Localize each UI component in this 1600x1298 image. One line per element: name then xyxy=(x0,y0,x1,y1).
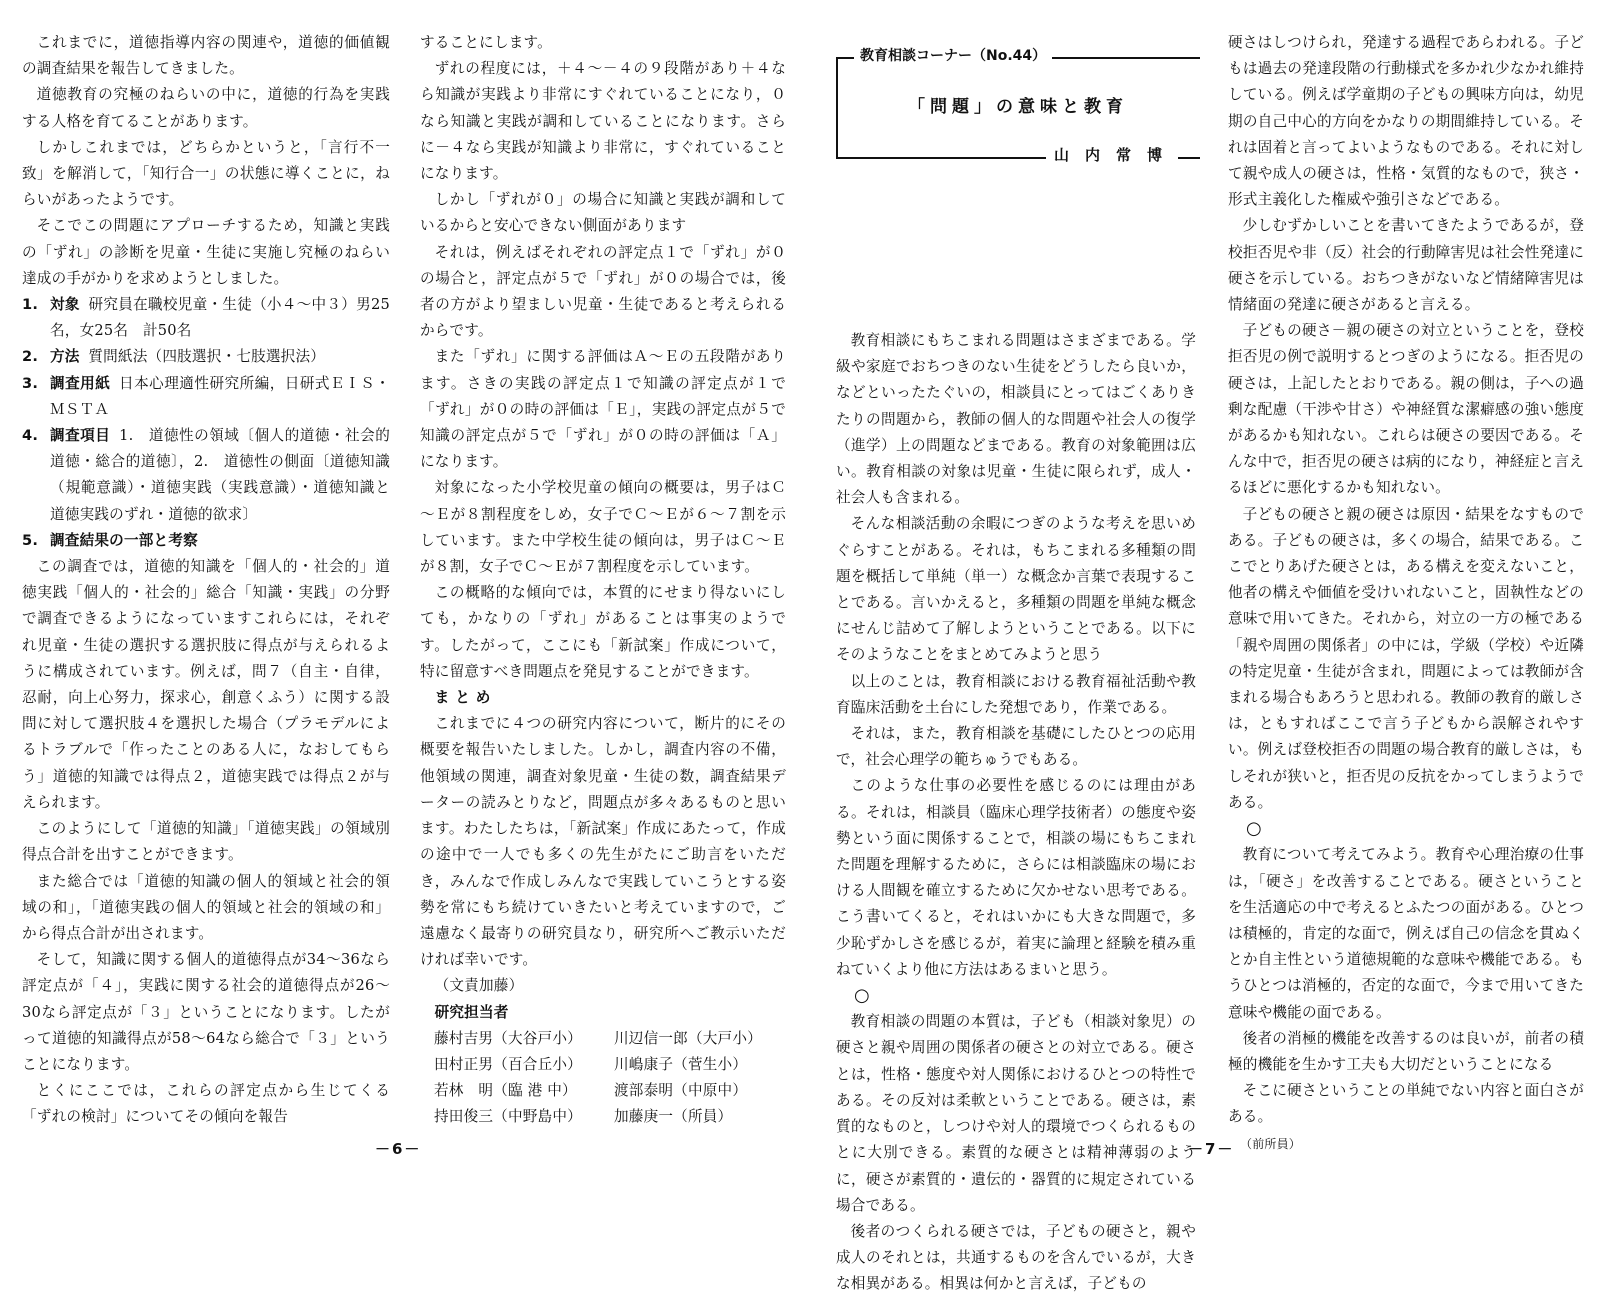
author-entry: 若林 明（臨 港 中） xyxy=(434,1082,577,1100)
paragraph: また「ずれ」に関する評価はＡ～Ｅの五段階があります。さきの実践の評定点１で知識の評定点が１で「ずれ」が０の時の評価は「Ｅ」，実践の評定点が５で知識の評定点が５で「ずれ」が０の時の評価は「Ａ」になります。 xyxy=(420,348,786,471)
item-body xyxy=(50,528,390,554)
item-heading: 対象 xyxy=(50,296,80,314)
paragraph: することにします。 xyxy=(420,34,552,51)
article-title: 「問題」の意味と教育 xyxy=(908,97,1128,117)
survey-item-5 xyxy=(22,528,390,554)
paragraph: 教育相談にもちこまれる問題はさまざまである。学級や家庭でおちつきのない生徒をどうしたら良いか，などといったたぐいの，相談員にとってはごくありきたりの問題から，教師の個人的な問題や社会人の復学（進学）上の問題などまである。教育の対象範囲は広い。教育相談の対象は児童・生徒に限られず，成人・社会人も含まれる。 xyxy=(836,332,1196,507)
credit: （前所員） xyxy=(1240,1136,1302,1151)
paragraph: この概略的な傾向では，本質的にせまり得ないにしても，かなりの「ずれ」があることは事実のようです。したがって，ここにも「新試案」作成について，特に留意すべき問題点を発見することができます。 xyxy=(420,584,786,680)
paragraph: 少しむずかしいことを書いてきたようであるが，登校拒否児や非（反）社会的行動障害児は社会性発達に硬さを示している。おちつきがないなど情緒障害児は情緒面の発達に硬さがあると言える。 xyxy=(1228,217,1584,314)
survey-item-2 xyxy=(22,344,390,370)
paragraph: それは，例えばそれぞれの評定点１で「ずれ」が０の場合と，評定点が５で「ずれ」が０の場合では，後者の方がより望ましい児童・生徒であると考えられるからです。 xyxy=(420,243,786,340)
authors-heading: 研究担当者 xyxy=(434,1003,509,1021)
credit: （文責加藤） xyxy=(434,977,524,995)
article-author: 山内常博 xyxy=(1046,144,1178,165)
author-entry: 持田俊三（中野島中） xyxy=(434,1108,582,1126)
paragraph: それは，また，教育相談を基礎にしたひとつの応用で，社会心理学の範ちゅうでもある。 xyxy=(836,725,1196,769)
paragraph: ずれの程度には，＋４～－４の９段階があり＋４なら知識が実践より非常にすぐれていることになり，０なら知識と実践が調和していることになります。さらに－４なら実践が知識より非常に，すぐれていることになります。 xyxy=(420,60,786,183)
author-entry: 藤村吉男（大谷戸小） xyxy=(434,1029,582,1047)
item-body xyxy=(50,371,390,423)
author-entry: 田村正男（百合丘小） xyxy=(434,1055,582,1073)
author-entry: 川嶋康子（菅生小） xyxy=(614,1055,748,1073)
item-number: 1. xyxy=(22,296,39,314)
paragraph: とくにここでは，これらの評定点から生じてくる「ずれの検討」についてその傾向を報告 xyxy=(22,1082,390,1126)
paragraph: 道徳教育の究極のねらいの中に，道徳的行為を実践する人格を育てることがあります。 xyxy=(22,86,390,130)
paragraph: そこに硬さということの単純でない内容と面白さがある。 xyxy=(1228,1082,1584,1126)
survey-item-1 xyxy=(22,292,390,344)
section-divider-circle: ○ xyxy=(1246,818,1262,840)
item-body xyxy=(50,292,390,344)
item-body xyxy=(50,423,390,528)
authors-list xyxy=(434,1026,786,1131)
survey-item-4 xyxy=(22,423,390,528)
item-body xyxy=(50,344,390,370)
author-entry: 加藤庚一（所員） xyxy=(614,1108,733,1126)
author-entry: 川辺信一郎（大戸小） xyxy=(614,1029,762,1047)
consultation-corner-header xyxy=(836,40,1200,164)
item-text: 質問紙法（四肢選択・七肢選択法） xyxy=(88,348,326,366)
paragraph: 教育について考えてみよう。教育や心理治療の仕事は，「硬さ」を改善することである。硬さということを生活適応の中で考えるとふたつの面がある。ひとつは積極的，肯定的な面で，例えば自己の信念を貫ぬくとか自主性という道徳規範的な意味や機能である。もうひとつは消極的，否定的な面で，今まで用いてきた意味や機能の面である。 xyxy=(1228,846,1584,1021)
right-page-column-2 xyxy=(1228,30,1584,1151)
section-divider-circle: ○ xyxy=(854,985,870,1007)
paragraph: 教育相談の問題の本質は，子ども（相談対象児）の硬さと親や周囲の関係者の硬さとの対立である。硬さとは，性格・態度や対人関係におけるひとつの特性である。その反対は柔軟ということである。硬さは，素質的なものと，しつけや対人的環境でつくられるものとに大別できる。素質的な硬さとは精神薄弱のように，硬さが素質的・遺伝的・器質的に規定されている場合である。 xyxy=(836,1013,1196,1214)
item-heading: 方法 xyxy=(50,348,80,366)
paragraph: しかしこれまでは，どちらかというと，「言行不一致」を解消して，「知行合一」の状態に導くことに，ねらいがあったようです。 xyxy=(22,138,390,209)
item-number: 3. xyxy=(22,374,39,392)
paragraph: 子どもの硬さと親の硬さは原因・結果をなすものである。子どもの硬さは，多くの場合，結果である。ここでとりあげた硬さとは，ある構えを変えないこと，他者の構えや価値を受けいれないこと，固執性などの意味で用いてきた。それから，対立の一方の極である「親や周囲の関係者」の中には，学級（学校）や近隣の特定児童・生徒が含まれ，問題によっては教師が含まれる場合もあろうと思われる。教師の教育的厳しさは，ともすればここで言う子どもから誤解されやすい。例えば登校拒否の問題の場合教育的厳しさは，もしそれが狭いと，拒否児の反抗をかってしまうようである。 xyxy=(1228,505,1584,811)
paragraph: 後者の消極的機能を改善するのは良いが，前者の積極的機能を生かす工夫も大切だということになる xyxy=(1228,1029,1584,1073)
item-heading: 調査用紙 xyxy=(50,374,111,392)
paragraph: そこでこの問題にアプローチするため，知識と実践の「ずれ」の診断を児童・生徒に実施し究極のねらい達成の手がかりを求めようとしました。 xyxy=(22,217,390,287)
left-page-column-2 xyxy=(420,30,786,1140)
item-heading: 調査項目 xyxy=(50,427,111,445)
right-page-column-1 xyxy=(836,328,1196,1293)
item-text: 日本心理適性研究所編，日研式ＥＩＳ・ＭＳＴＡ xyxy=(50,374,390,418)
paragraph: この調査では，道徳的知識を「個人的・社会的」道徳実践「個人的・社会的」総合「知識・実践」の分野で調査できるようになっていますこれらには，それぞれ児童・生徒の選択する選択肢に得点が与えられるように構成されています。例えば，問７（自主・自律，忍耐，向上心努力，探求心，創意くふう）に関する設問に対して選択肢４を選択した場合（プラモデルによるトラブルで「作ったことのある人に，なおしてもらう」道徳的知識では得点２，道徳実践では得点２が与えられます。 xyxy=(22,558,390,811)
left-page-column-1 xyxy=(22,30,390,1140)
item-number: 5. xyxy=(22,531,39,549)
item-heading: 調査結果の一部と考察 xyxy=(50,531,198,549)
paragraph: 硬さはしつけられ，発達する過程であらわれる。子どもは過去の発達段階の行動様式を多かれ少なかれ維持している。例えば学童期の子どもの興味方向は，幼児期の自己中心的方向をかなりの期間維持している。それは固着と言ってよいようなものである。それに対して親や成人の硬さは，性格・気質的なもので，狭さ・形式主義化した権威や強引さなどである。 xyxy=(1228,34,1584,209)
paragraph: これまでに，道徳指導内容の関連や，道徳的価値観の調査結果を報告してきました。 xyxy=(22,34,390,78)
corner-label: 教育相談コーナー（No.44） xyxy=(854,45,1052,65)
paragraph: しかし「ずれが０」の場合に知識と実践が調和しているからと安心できない側面があります xyxy=(420,191,786,235)
item-number: 2. xyxy=(22,348,39,366)
paragraph: 後者のつくられる硬さでは，子どもの硬さと，親や成人のそれとは，共通するものを含んでいるが，大きな相異がある。相異は何かと言えば，子どもの xyxy=(836,1222,1196,1293)
paragraph: 子どもの硬さ－親の硬さの対立ということを，登校拒否児の例で説明するとつぎのようになる。拒否児の硬さは，上記したとおりである。親の側は，子への過剰な配慮（干渉や甘さ）や神経質な潔癖感の強い態度があるかも知れない。これらは硬さの要因である。そんな中で，拒否児の硬さは病的になり，神経症と言えるほどに悪化するかも知れない。 xyxy=(1228,322,1584,497)
paragraph: このようにして「道徳的知識」「道徳実践」の領域別得点合計を出すことができます。 xyxy=(22,820,390,864)
paragraph: このような仕事の必要性を感じるのには理由がある。それは，相談員（臨床心理学技術者）の態度や姿勢という面に関係することで，相談の場にもちこまれた問題を理解するために，さらには相談臨床の場における人間観を確立するために欠かせない思考である。こう書いてくると，それはいかにも大きな問題で，多少恥ずかしさを感じるが，着実に論理と経験を積み重ねていくより他に方法はあるまいと思う。 xyxy=(836,777,1196,978)
paragraph: 対象になった小学校児童の傾向の概要は，男子はＣ～Ｅが８割程度をしめ，女子でＣ～Ｅが６～７割を示しています。また中学校生徒の傾向は，男子はＣ～Ｅが８割，女子でＣ～Ｅが７割程度を示しています。 xyxy=(420,479,786,576)
paragraph: 以上のことは，教育相談における教育福祉活動や教育臨床活動を土台にした発想であり，作業である。 xyxy=(836,672,1196,716)
item-text: 1. 道徳性の領域〔個人的道徳・社会的道徳・総合的道徳〕，2. 道徳性の側面〔道徳知識（規範意識）・道徳実践（実践意識）・道徳知識と道徳実践のずれ・道徳的欲求〕 xyxy=(50,427,390,523)
page-number: －7－ xyxy=(1188,1140,1235,1158)
paragraph: そんな相談活動の余暇につぎのような考えを思いめぐらすことがある。それは，もちこまれる多種類の問題を概括して単純（単一）な概念か言葉で表現することである。言いかえると，多種類の問題を単純な概念にせんじ詰めて了解しようということである。以下にそのようなことをまとめてみようと思う xyxy=(836,515,1196,664)
item-text: 研究員在職校児童・生徒（小４～中３）男25名，女25名 計50名 xyxy=(50,296,390,340)
page-number: －6－ xyxy=(375,1140,422,1158)
author-entry: 渡部泰明（中原中） xyxy=(614,1082,748,1100)
item-number: 4. xyxy=(22,427,39,445)
paragraph: これまでに４つの研究内容について，断片的にその概要を報告いたしました。しかし，調査内容の不備，他領域の関連，調査対象児童・生徒の数，調査結果データーの読みとりなど，問題点が多々あるものと思います。わたしたちは，「新試案」作成にあたって，作成の途中で一人でも多くの先生がたにご助言をいただき，みんなで作成しみんなで実践していこうとする姿勢を常にもち続けていきたいと考えていますので，ご遠慮なく最寄りの研究員なり，研究所へご教示いただければ幸いです。 xyxy=(420,715,786,969)
summary-heading: まとめ xyxy=(434,689,497,707)
survey-item-3 xyxy=(22,371,390,423)
paragraph: そして，知識に関する個人的道徳得点が34～36なら評定点が「４」，実践に関する社会的道徳得点が26～30なら評定点が「３」ということになります。したがって道徳的知識得点が58～64なら総合で「３」ということになります。 xyxy=(22,951,390,1073)
paragraph: また総合では「道徳的知識の個人的領域と社会的領域の和」，「道徳実践の個人的領域と社会的領域の和」から得点合計が出されます。 xyxy=(22,872,390,942)
